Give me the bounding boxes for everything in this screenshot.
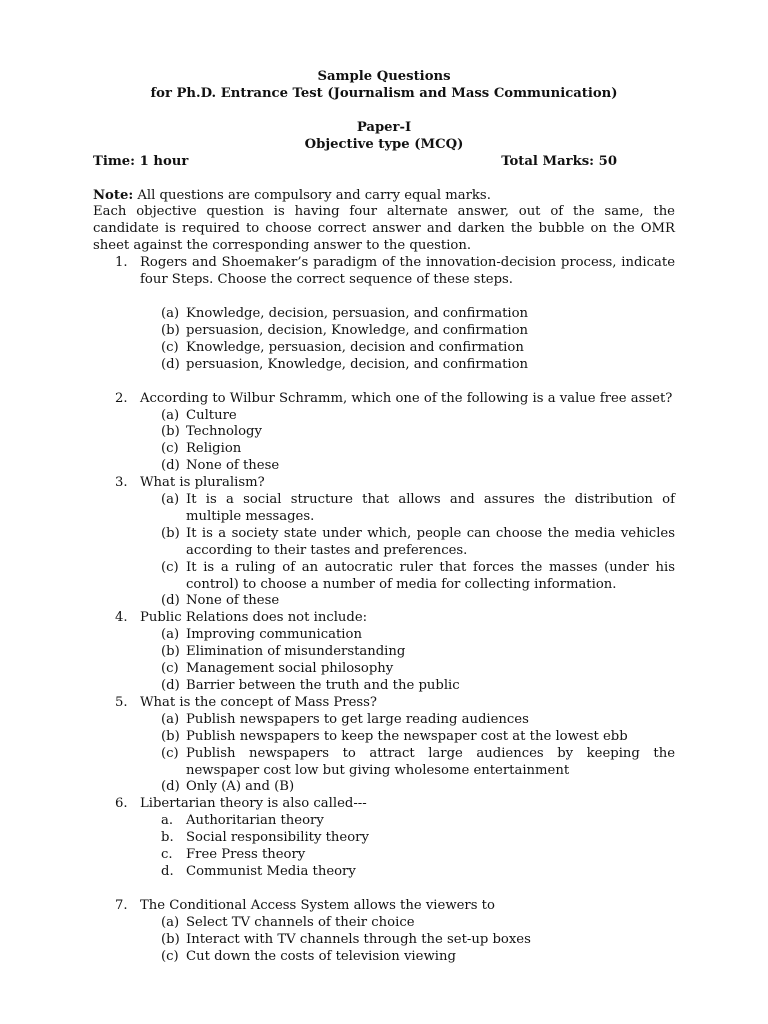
option-text: Publish newspapers to keep the newspaper cost at the lowest ebb xyxy=(186,728,628,744)
question-number: 2. xyxy=(115,390,128,406)
option-list xyxy=(93,306,675,374)
question-text: What is pluralism? xyxy=(140,475,265,491)
option-label: (a) xyxy=(161,914,180,930)
option-label: (b) xyxy=(161,322,180,338)
option-text: It is a society state under which, people can choose the media vehicles according to their tastes and preferences. xyxy=(186,525,675,558)
option-label: (a) xyxy=(161,711,180,727)
question-number: 3. xyxy=(115,475,128,491)
answer-option xyxy=(93,678,675,695)
answer-option xyxy=(93,779,675,796)
option-label: (d) xyxy=(161,678,180,693)
option-text: Select TV channels of their choice xyxy=(186,914,415,930)
question-text: Rogers and Shoemaker’s paradigm of the innovation-decision process, indicate four Steps. Choose the correct sequence of these steps. xyxy=(140,255,675,288)
option-list xyxy=(93,408,675,476)
option-text: Only (A) and (B) xyxy=(186,779,295,795)
total-marks: Total Marks: 50 xyxy=(501,153,617,169)
answer-option xyxy=(93,712,675,729)
answer-option xyxy=(93,864,675,881)
time-label: Time: 1 hour xyxy=(93,153,189,169)
option-text: Elimination of misunderstanding xyxy=(186,644,406,660)
time-marks-row xyxy=(93,154,675,171)
option-text: Social responsibility theory xyxy=(186,830,369,846)
option-text: Publish newspapers to attract large audiences by keeping the newspaper cost low but giving wholesome entertainment xyxy=(186,745,675,778)
option-label: (c) xyxy=(161,441,179,457)
answer-option xyxy=(93,949,675,966)
option-label: (c) xyxy=(161,661,179,677)
option-label: (c) xyxy=(161,948,179,964)
document-subtitle: for Ph.D. Entrance Test (Journalism and Mass Communication) xyxy=(150,85,618,101)
option-text: persuasion, decision, Knowledge, and confirmation xyxy=(186,322,529,338)
answer-option xyxy=(93,560,675,594)
option-label: (c) xyxy=(161,339,179,355)
option-text: persuasion, Knowledge, decision, and confirmation xyxy=(186,356,529,372)
option-text: It is a social structure that allows and assures the distribution of multiple messages. xyxy=(186,492,675,524)
question-number: 7. xyxy=(115,897,128,913)
option-text: Knowledge, persuasion, decision and confirmation xyxy=(186,339,524,355)
option-label: (d) xyxy=(161,779,180,795)
document-title: Sample Questions xyxy=(317,69,451,84)
answer-option xyxy=(93,526,675,560)
question-text: Libertarian theory is also called--- xyxy=(140,796,367,812)
paper-label: Paper-I xyxy=(356,119,412,135)
answer-option xyxy=(93,729,675,746)
option-label: (c) xyxy=(161,559,179,575)
option-text: Culture xyxy=(186,407,237,423)
option-list xyxy=(93,627,675,695)
question-item xyxy=(93,255,675,289)
answer-option xyxy=(93,593,675,610)
option-list xyxy=(93,813,675,881)
option-label: b. xyxy=(161,830,174,846)
option-label: (a) xyxy=(161,627,180,643)
option-text: Cut down the costs of television viewing xyxy=(186,948,456,964)
option-label: (c) xyxy=(161,745,179,761)
answer-option xyxy=(93,932,675,949)
option-text: Free Press theory xyxy=(186,847,306,863)
paper-type: Objective type (MCQ) xyxy=(304,136,464,152)
question-number: 6. xyxy=(115,796,128,812)
option-label: (b) xyxy=(161,525,180,541)
option-label: (d) xyxy=(161,356,180,372)
answer-option xyxy=(93,746,675,780)
option-text: Improving communication xyxy=(186,627,362,643)
question-item xyxy=(93,695,675,712)
answer-option xyxy=(93,357,675,374)
answer-option xyxy=(93,408,675,425)
note-line xyxy=(93,188,675,205)
answer-option xyxy=(93,323,675,340)
option-text: Knowledge, decision, persuasion, and confirmation xyxy=(186,305,529,321)
option-text: Publish newspapers to get large reading audiences xyxy=(186,711,529,727)
answer-option xyxy=(93,644,675,661)
option-label: (d) xyxy=(161,458,180,474)
question-item xyxy=(93,475,675,492)
answer-option xyxy=(93,627,675,644)
answer-option xyxy=(93,813,675,830)
instructions-paragraph: Each objective question is having four alternate answer, out of the same, the candidate is required to choose correct answer and darken the bubble on the OMR sheet against the corresponding answer to the question. xyxy=(93,204,675,254)
question-text: The Conditional Access System allows the viewers to xyxy=(140,897,495,913)
option-text: Communist Media theory xyxy=(186,863,356,879)
option-label: (a) xyxy=(161,492,180,508)
option-text: Technology xyxy=(186,424,262,440)
question-item xyxy=(93,796,675,813)
option-text: It is a ruling of an autocratic ruler that forces the masses (under his control) to choose a number of media for collecting information. xyxy=(186,559,675,592)
answer-option xyxy=(93,340,675,357)
answer-option xyxy=(93,424,675,441)
option-text: Management social philosophy xyxy=(186,661,394,677)
question-item xyxy=(93,391,675,408)
option-text: None of these xyxy=(186,458,280,474)
option-label: a. xyxy=(161,813,174,829)
option-label: (d) xyxy=(161,593,180,609)
question-number: 1. xyxy=(115,255,128,271)
option-text: Interact with TV channels through the set-up boxes xyxy=(186,931,531,947)
document-page xyxy=(93,69,675,966)
answer-option xyxy=(93,915,675,932)
option-list xyxy=(93,712,675,797)
option-text: Religion xyxy=(186,441,242,457)
option-list xyxy=(93,915,675,966)
question-text: According to Wilbur Schramm, which one of the following is a value free asset? xyxy=(140,390,673,406)
question-list xyxy=(93,255,675,965)
question-item xyxy=(93,610,675,627)
option-label: (b) xyxy=(161,424,180,440)
option-label: (a) xyxy=(161,305,180,321)
option-label: (b) xyxy=(161,931,180,947)
question-text: What is the concept of Mass Press? xyxy=(140,694,378,710)
answer-option xyxy=(93,492,675,526)
note-label: Note: xyxy=(93,187,134,203)
note-text: All questions are compulsory and carry equal marks. xyxy=(133,187,491,203)
answer-option xyxy=(93,306,675,323)
question-text: Public Relations does not include: xyxy=(140,610,368,626)
answer-option xyxy=(93,441,675,458)
option-text: Authoritarian theory xyxy=(186,813,324,829)
option-list xyxy=(93,492,675,610)
option-label: c. xyxy=(161,847,173,863)
option-text: Barrier between the truth and the public xyxy=(186,678,460,693)
answer-option xyxy=(93,847,675,864)
answer-option xyxy=(93,458,675,475)
option-label: (a) xyxy=(161,407,180,423)
option-label: (b) xyxy=(161,728,180,744)
option-label: (b) xyxy=(161,644,180,660)
question-number: 4. xyxy=(115,610,128,626)
question-item xyxy=(93,898,675,915)
answer-option xyxy=(93,830,675,847)
option-text: None of these xyxy=(186,593,280,609)
answer-option xyxy=(93,661,675,678)
question-number: 5. xyxy=(115,694,128,710)
option-label: d. xyxy=(161,863,174,879)
